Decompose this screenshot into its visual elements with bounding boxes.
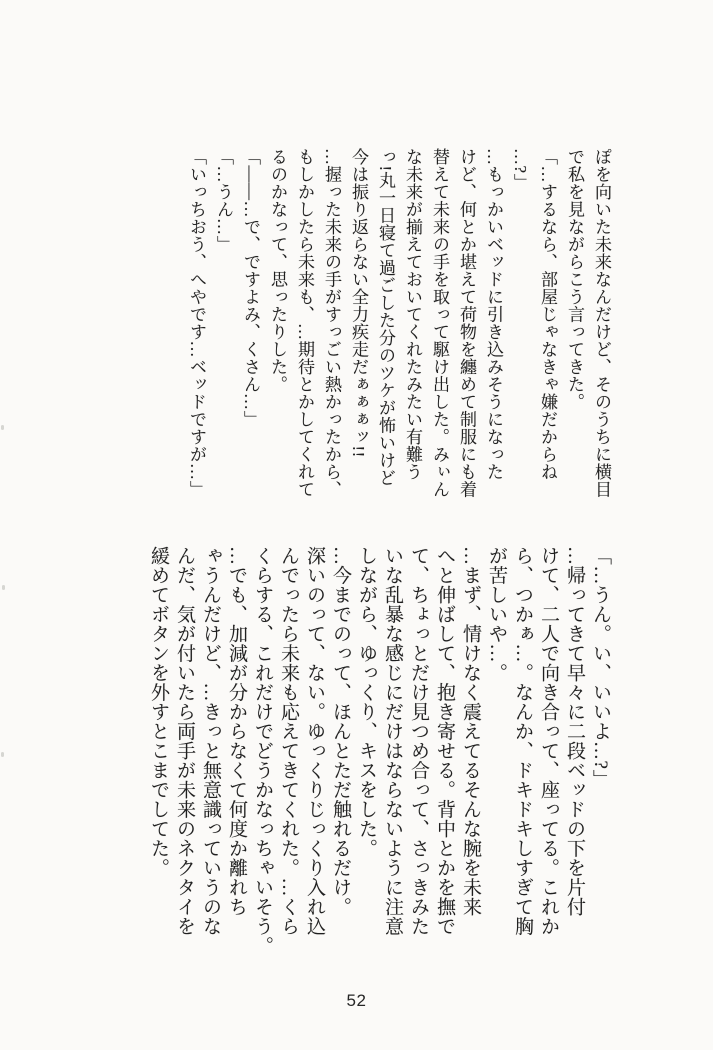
text-column: 今は振り返らない全力疾走だぁぁぁッ!! [349,148,368,458]
text-column: しながら、ゆっくり、キスをした。 [356,546,377,858]
text-column: くらする、これだけでどうかなっちゃいそう。 [252,546,273,956]
text-column: 「いっちおう、へやです…ベッドですが…」 [187,148,206,498]
text-column: 「…うん。い、いいよ…?」 [590,546,611,789]
text-column: 「…するなら、部屋じゃなきゃ嫌だからね [538,148,557,481]
text-column: けて、二人で向き合って、座ってる。これか [538,546,559,936]
text-column: けど、何とか堪えて荷物を纏めて制服にも着 [457,148,476,498]
scan-artifact [1,425,4,430]
text-column: へと伸ばして、抱き寄せる。背中とかを撫で [434,546,455,936]
text-column: 緩めてボタンを外すとこまでしてた。 [148,546,169,878]
text-column: ぽを向いた未来なんだけど、そのうちに横目 [592,148,611,498]
text-column: っ!丸一日寝て過ごした分のツケが怖いけど [376,148,395,487]
text-column: いな乱暴な感じにだけはならないように注意 [382,546,403,936]
text-column: 「――…で、ですよみ、くさん…」 [241,148,260,428]
text-column: …今までのって、ほんとただ触れるだけ。 [330,546,351,917]
text-column: な未来が揃えておいてくれたみたい有難う [403,148,422,481]
text-column: 替えて未来の手を取って駆け出した。みぃん [430,148,449,498]
text-column: 深いのって、ない。ゆっくりじっくり入れ込 [304,546,325,936]
scan-artifact [1,752,4,757]
page-number: 52 [346,991,367,1010]
text-column: んだ、気が付いたら両手が未来のネクタイを [174,546,195,936]
scan-artifact [2,585,5,590]
text-column: …もっかいベッドに引き込みそうになった [484,148,503,481]
text-column: ゃうんだけど、…きっと無意識っていうのな [200,546,221,936]
text-column: 「…うん…」 [214,148,233,253]
text-column: が苦しいや…。 [486,546,507,683]
bottom-passage [145,546,613,964]
text-column: るのかなって、思ったりした。 [268,148,287,393]
text-column: ら、つかぁ…。なんか、ドキドキしすぎて胸 [512,546,533,936]
text-column: …握った未来の手がすっごい熱かったから、 [322,148,341,498]
text-column: …?」 [511,148,530,192]
text-column: で私を見ながらこう言ってきた。 [565,148,584,411]
text-column: …まず、情けなく震えてるそんな腕を未来 [460,546,481,917]
top-passage [183,148,615,502]
text-column: …帰ってきて早々に二段ベッドの下を片付 [564,546,585,917]
text-column: て、ちょっとだけ見つめ合って、さっきみた [408,546,429,936]
text-column: もしかしたら未来も、…期待とかしてくれて [295,148,314,498]
text-column: んでったら未来も応えてきてくれた。…くら [278,546,299,936]
text-column: …でも、加減が分からなくて何度か離れち [226,546,247,917]
